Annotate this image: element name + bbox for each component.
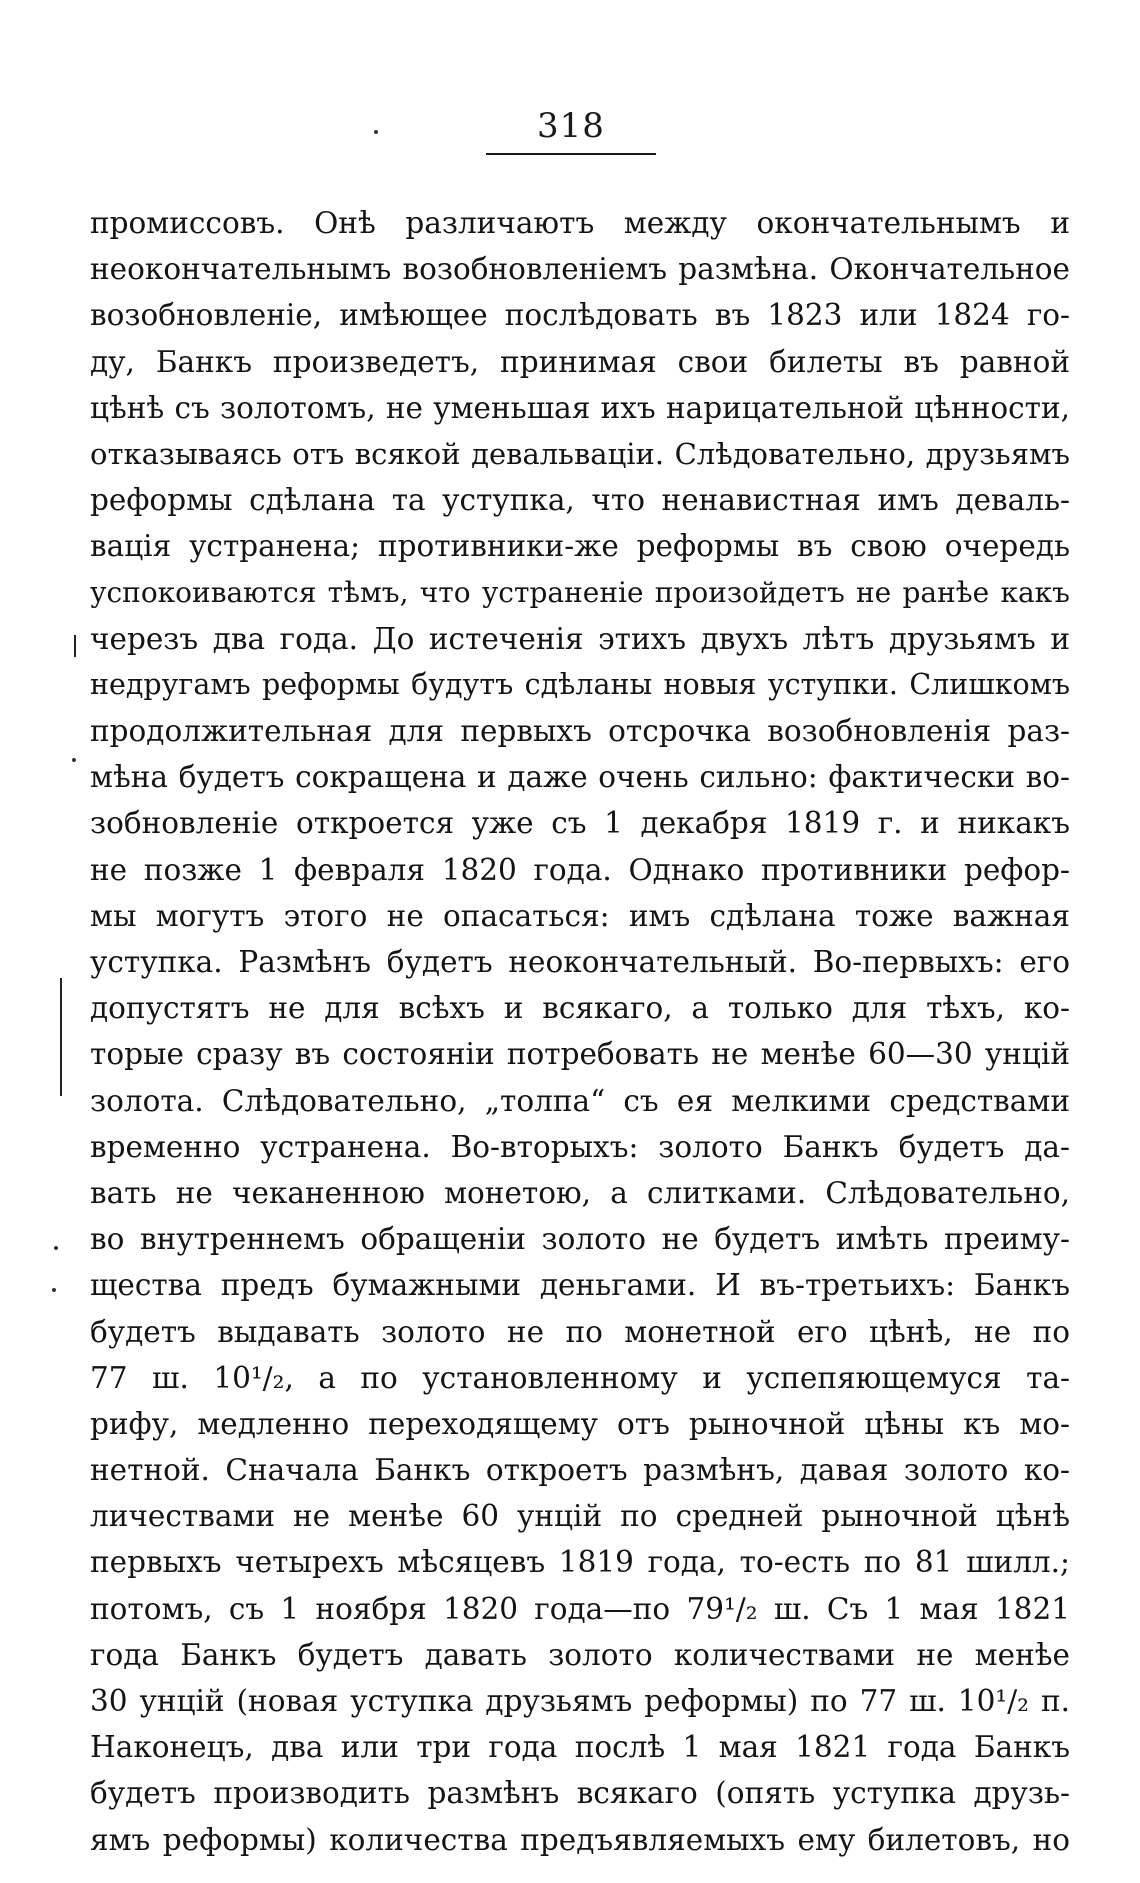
text-line: успокоиваются тѣмъ, что устраненіе произойдетъ не ранѣе какъ	[90, 575, 1070, 609]
text-line: будетъ производить размѣнъ всякаго (опять уступка друзь-	[90, 1776, 1070, 1811]
margin-dot	[374, 130, 378, 134]
text-line: 30 унцій (новая уступка друзьямъ реформы) по 77 ш. 10¹/₂ п.	[90, 1684, 1070, 1718]
text-line: зобновленіе откроется уже съ 1 декабря 1819 г. и никакъ	[90, 806, 1070, 841]
text-line: отказываясь отъ всякой девальваціи. Слѣдовательно, друзьямъ	[90, 436, 1070, 471]
text-line: промиссовъ. Онѣ различаютъ между окончательнымъ и	[90, 206, 1070, 240]
text-line: черезъ два года. До истеченія этихъ двухъ лѣтъ друзьямъ и	[90, 621, 1070, 656]
margin-dot	[54, 1246, 58, 1250]
text-line: 77 ш. 10¹/₂, а по установленному и успепяющемуся та-	[90, 1360, 1070, 1395]
text-line: будетъ выдавать золото не по монетной его цѣнѣ, не по	[90, 1314, 1070, 1349]
margin-dot	[52, 1288, 56, 1292]
margin-dot	[72, 758, 76, 762]
text-line: золота. Слѣдовательно, „толпа“ съ ея мелкими средствами	[90, 1083, 1070, 1118]
text-line: допустятъ не для всѣхъ и всякаго, а только для тѣхъ, ко-	[90, 991, 1070, 1026]
text-line: вація устранена; противники-же реформы въ свою очередь	[90, 529, 1070, 564]
text-line: продолжительная для первыхъ отсрочка возобновленія раз-	[90, 714, 1070, 749]
text-line: щества предъ бумажными деньгами. И въ-третьихъ: Банкъ	[90, 1268, 1070, 1303]
text-line: ямъ реформы) количества предъявляемыхъ ему билетовъ, но	[90, 1822, 1070, 1857]
text-line: временно устранена. Во-вторыхъ: золото Банкъ будетъ да-	[90, 1129, 1070, 1164]
text-line: вать не чеканенною монетою, а слитками. Слѣдовательно,	[90, 1175, 1070, 1210]
text-line: возобновленіе, имѣющее послѣдовать въ 1823 или 1824 го-	[90, 298, 1070, 333]
text-line: личествами не менѣе 60 унцій по средней рыночной цѣнѣ	[90, 1499, 1070, 1534]
text-line: первыхъ четырехъ мѣсяцевъ 1819 года, то-есть по 81 шилл.;	[90, 1545, 1070, 1580]
text-line: рифу, медленно переходящему отъ рыночной цѣны къ мо-	[90, 1406, 1070, 1441]
text-line: цѣнѣ съ золотомъ, не уменьшая ихъ нарицательной цѣнности,	[90, 390, 1070, 425]
text-line: неокончательнымъ возобновленіемъ размѣна. Окончательное	[90, 252, 1070, 287]
text-line: не позже 1 февраля 1820 года. Однако противники рефор-	[90, 852, 1070, 887]
text-line: потомъ, съ 1 ноября 1820 года—по 79¹/₂ ш. Съ 1 мая 1821	[90, 1591, 1070, 1626]
text-line: во внутреннемъ обращеніи золото не будетъ имѣть преиму-	[90, 1222, 1070, 1257]
margin-pencil-mark	[60, 978, 62, 1096]
text-line: мѣна будетъ сокращена и даже очень сильно: фактически во-	[90, 760, 1070, 795]
text-line: реформы сдѣлана та уступка, что ненавистная имъ деваль-	[90, 483, 1070, 518]
page-number: 318	[537, 106, 605, 146]
text-line: недругамъ реформы будутъ сдѣланы новыя уступки. Слишкомъ	[90, 667, 1070, 701]
text-line: уступка. Размѣнъ будетъ неокончательный. Во-первыхъ: его	[90, 945, 1070, 979]
text-line: торые сразу въ состояніи потребовать не менѣе 60—30 унцій	[90, 1037, 1070, 1072]
page-number-rule	[486, 153, 656, 155]
text-line: мы могутъ этого не опасаться: имъ сдѣлана тоже важная	[90, 898, 1070, 933]
body-text	[90, 200, 1070, 1863]
text-line: года Банкъ будетъ давать золото количествами не менѣе	[90, 1637, 1070, 1672]
text-line: Наконецъ, два или три года послѣ 1 мая 1821 года Банкъ	[90, 1730, 1070, 1765]
text-line: ду, Банкъ произведетъ, принимая свои билеты въ равной	[90, 344, 1070, 379]
margin-pencil-mark	[74, 635, 76, 657]
text-line: нетной. Сначала Банкъ откроетъ размѣнъ, давая золото ко-	[90, 1453, 1070, 1488]
